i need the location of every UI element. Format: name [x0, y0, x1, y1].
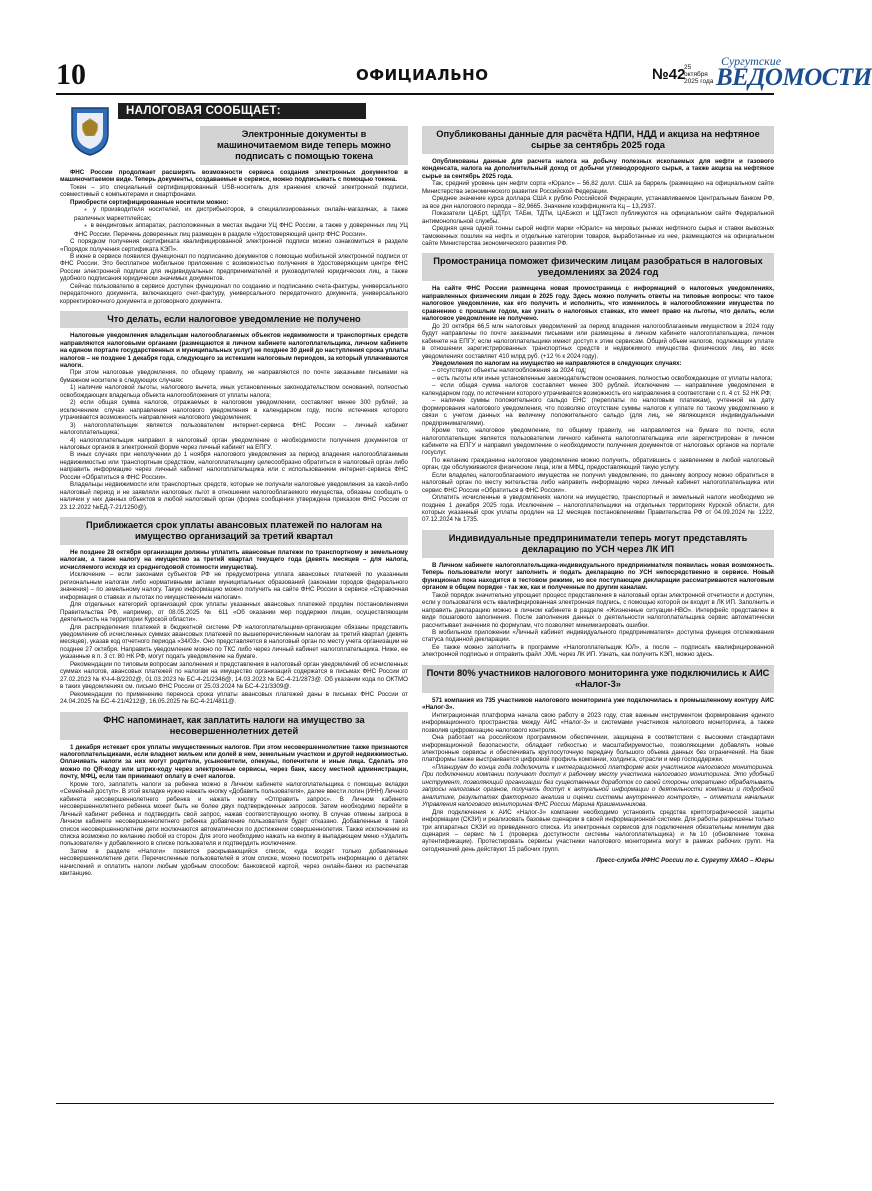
lead-paragraph: В Личном кабинете налогоплательщика-индивидуального предпринимателя появилась новая возможность. Теперь пользователи могут заполнить и подать декларацию по УСН непосредственно в сервисе. Новый функционал пока находится в тестовом режиме, но все поступающие декларации рассматриваются налоговым органом в общем порядке - так же, как и полученные по другим каналам. — [422, 561, 774, 592]
article-title: Приближается срок уплаты авансовых платежей по налогам на имущество организаций за третий квартал — [60, 517, 408, 545]
masthead — [56, 54, 872, 92]
paragraph: Такой порядок значительно упрощает процесс представления в налоговый орган электронной отчетности и доступен, если у пользователя есть квалифицированная электронная подпись, с помощью которой он входит в ЛК ИП. Заполнить и направить декларацию можно в личном кабинете в разделе «Жизненные ситуации-НВО». Интерфейс представлен в виде пошагового заполнения. После заполнения данных о деятельности налогоплательщика сервис автоматически рассчитывает значения по формулам, что позволяет минимизировать ошибки. — [422, 591, 774, 629]
article-title: Индивидуальные предприниматели теперь могут представлять декларацию по УСН через ЛК ИП — [422, 530, 774, 558]
top-rule — [56, 93, 774, 95]
paragraph: В мобильном приложении «Личный кабинет индивидуального предпринимателя» доступна функция отслеживания статуса поданной декларации. — [422, 629, 774, 644]
list-item: 2) если общая сумма налогов, отражаемых в налоговом уведомлении, составляет менее 300 рублей, за исключением случая направления налогового уведомления в календарном году, после истечения которого утрачивается возможность направления налогового уведомления; — [60, 399, 408, 422]
list-item: ● в вендинговых аппаратах, расположенных в местах выдачи УЦ ФНС России, а также у доверенных лиц УЦ ФНС России. Перечень доверенных лиц размещен в разделе «Удостоверяющий центр ФНС России». — [60, 222, 408, 238]
list-item: 1) наличие налоговой льготы, налогового вычета, иных установленных законодательством оснований, полностью освобождающих владельца объекта налогообложения от уплаты налога; — [60, 384, 408, 399]
paragraph: Она работает на российском программном обеспечении, защищена в соответствии с высокими стандартами информационной безопасности, обладает гибкостью и масштабируемостью, позволяющими добавлять новые электронные сервисы и обеспечивать круглосуточную передачу большого объема данных без ограничений. На базе платформы также выстраивается цифровой профиль компании, холдинга, отрасли и мер господдержки. — [422, 734, 774, 764]
paragraph: Исключение – если законами субъектов РФ не предусмотрена уплата авансовых платежей по указанным региональным налогам либо нормативными актами муниципальных образований (законами городов федерального значения) – по земельному налогу. Такую информацию можно получить на сайте ФНС России в сервисе «Справочная информация о ставках и льготах по имущественным налогам». — [60, 571, 408, 601]
paragraph: Сейчас пользователю в сервисе доступен функционал по созданию и подписанию счета-фактуры, универсального передаточного документа, включающего счет-фактуру, универсального передаточного документа, универсального корректировочного документа и договорного документа. — [60, 282, 408, 305]
paragraph: Рекомендации по применению переноса срока уплаты авансовых платежей даны в письмах ФНС России от 24.04.2025 № БС-4-21/4212@, 16.05.2025 № БС-4-21/4811@. — [60, 690, 408, 706]
paragraph: До 20 октября 66,5 млн налоговых уведомлений за период владения налогооблагаемым имуществом в 2024 году будут направлены по почте заказными письмами или размещены в личном кабинете налогоплательщика, личном кабинете на ЕПГУ, если налогоплательщики имеют доступ к этим сервисам. Общий объем налогов, подлежащих уплате в отношении зарегистрированных транспортных средств и недвижимого имущества физических лиц, во всех уведомлениях составляет 410 млрд руб. (+12 % к 2024 году). — [422, 322, 774, 360]
section-title: ОФИЦИАЛЬНО — [356, 66, 489, 84]
paragraph: Для отдельных категорий организаций срок уплаты указанных авансовых платежей продлен постановлениями Правительства РФ, например, от 08.05.2025 № 611 «Об оказании мер поддержки лицам, осуществляющим деятельность на территории Курской области». — [60, 601, 408, 624]
lead-paragraph: ФНС России продолжает расширять возможности сервиса создания электронных документов в машиночитаемом виде. Теперь документы, создаваемые в сервисе, можно подписывать с помощью токена. — [60, 169, 408, 184]
paragraph: Кроме того, налоговое уведомление, по общему правилу, не направляется на бумаге по почте, если налогоплательщик является пользователем личного кабинета налогоплательщика или зарегистрирован в личном кабинете на ЕПГУ и направил уведомление о необходимости получения документов от налоговых органов на портале госуслуг. — [422, 427, 774, 457]
issue-number: №42 — [652, 66, 686, 83]
newspaper-logo-top: Сургутские — [721, 54, 782, 68]
article-title: Опубликованы данные для расчёта НДПИ, НДД и акциза на нефтяное сырье за сентябрь 2025 года — [422, 126, 774, 154]
list-item: – есть льготы или иные установленные законодательством основания, полностью освобождающие от уплаты налога; — [432, 374, 773, 382]
article-title: ФНС напоминает, как заплатить налоги на имущество за несовершеннолетних детей — [60, 712, 408, 740]
lead-paragraph: Опубликованы данные для расчета налога на добычу полезных ископаемых для нефти и газового конденсата, налога на дополнительный доход от добычи углеводородного сырья, а также акциза на нефтяное сырье за сентябрь 2025 года. — [422, 158, 774, 180]
section-banner: НАЛОГОВАЯ СООБЩАЕТ: — [118, 103, 366, 119]
paragraph: Среднее значение курса доллара США к рублю Российской Федерации, устанавливаемое Центральным банком РФ, за все дни налогового периода – 82,9665. Значение коэффициента Кц – 13,2937. — [422, 195, 774, 210]
article-title: Электронные документы в машиночитаемом виде теперь можно подписать с помощью токена — [200, 126, 408, 165]
article-title: Почти 80% участников налогового мониторинга уже подключились к АИС «Налог-3» — [422, 665, 774, 693]
paragraph: Ее также можно заполнить в программе «Налогоплательщик ЮЛ», а после – подписать квалифицированной электронной подписью и отправить файл .XML через ЛК ИП. Узнать, как получить КЭП, можно здесь. — [422, 643, 774, 659]
list-item: 3) налогоплательщик является пользователем интернет-сервиса ФНС России – личный кабинет налогоплательщика; — [60, 421, 408, 437]
right-column — [422, 126, 774, 865]
signature: Пресс-служба ИФНС России по г. Сургуту ХМАО – Югры — [596, 857, 774, 865]
article-title: Что делать, если налоговое уведомление не получено — [60, 311, 408, 328]
lead-paragraph: Не позднее 28 октября организации должны уплатить авансовые платежи по транспортному и земельному налогам, а также налогу на имущество за третий квартал текущего года (девять месяцев – для налога, исчисляемого исходя из среднегодовой стоимости имущества). — [60, 549, 408, 571]
paragraph: Оплатить исчисленные в уведомлениях налоги на имущество, транспортный и земельный налоги необходимо не позднее 1 декабря 2025 года. Исключение – налогоплательщики на отдельных территориях Курской области, для которых указанный срок уплаты продлен на 12 месяцев постановлениями Правительства РФ от 04.09.2024 № 1222, 07.12.2024 № 1735. — [422, 494, 774, 524]
paragraph: По желанию гражданина налоговое уведомление можно получить, обратившись с заявлением в любой налоговый орган, где обслуживаются физические лица, или в МФЦ, предоставляющий такую услугу. — [422, 456, 774, 472]
issue-date: 25 октября 2025 года — [684, 64, 714, 85]
lead-paragraph: На сайте ФНС России размещена новая промостраница с информацией о налоговых уведомлениях, направленных физическим лицам в 2025 году. Здесь можно получить ответы на типовые вопросы: что такое налоговое уведомление, как его получить и исполнить, что изменилось в налогообложении имущества по сравнению с прошлым годом, как узнать о налоговых ставках, кто имеет право на льготы, что делать, если налоговое уведомление не получено. — [422, 285, 774, 323]
paragraph: Уведомления по налогам на имущество не направляются в следующих случаях: — [432, 359, 682, 367]
paragraph: Владельцы недвижимости или транспортных средств, которые не получали налоговые уведомления за какой-либо налоговый период и не заявляли налоговых льгот в отношении налогооблагаемого имущества, обязаны сообщать о наличии у них данных объектов в любой налоговый орган (форма сообщения утверждена приказом ФНС России от 23.12.2022 №ЕД-7-21/1250@). — [60, 481, 408, 511]
list-item: ● у производителя носителей, их дистрибьюторов, в специализированных онлайн-магазинах, а также различных маркетплейсах; — [60, 206, 408, 222]
paragraph: Если владелец налогооблагаемого имущества не получил уведомление, по данному вопросу можно обратиться в налоговый орган по месту жительства либо направить информацию через личный кабинет налогоплательщика или сервис ФНС России «Обратиться в ФНС России». — [422, 471, 774, 494]
paragraph: Так, средний уровень цен нефти сорта «Юралс» – 56,82 долл. США за баррель (размещено на официальном сайте Министерства экономического развития Российской Федерации. — [422, 180, 774, 195]
list-item: – если общая сумма налогов составляет менее 300 рублей. Исключение — направление уведомления в календарном году, по истечении которого утрачивается возможность его направления в соответствии с п. 4 ст. 52 НК РФ; — [422, 382, 774, 397]
left-column — [60, 126, 408, 878]
paragraph: Рекомендации по типовым вопросам заполнения и представления в налоговый орган уведомлений об исчисленных суммах налогов, авансовых платежей по налогам на имущество организаций содержатся в письмах ФНС России от 27.02.2023 № КЧ-4-8/2202@, 01.03.2023 № БС-4-21/2346@, 14.03.2023 № БС-4-21/2873@. Об указании кода по ОКТМО в таких уведомлениях см. письмо ФНС России от 25.03.2024 № БС-4-21/3309@. — [60, 660, 408, 691]
lead-paragraph: 1 декабря истекает срок уплаты имущественных налогов. При этом несовершеннолетние также признаются налогоплательщиками, если владеют жильем или долей в нем, земельным участком и другой недвижимостью. Оплачивать налоги за них могут родители, усыновители, опекуны, попечители и иные лица. Сделать это можно по QR-коду или штрих-коду через электронные сервисы, через банк, кассу местной администрации, почту, МФЦ, если там принимают оплату в счет налогов. — [60, 743, 408, 781]
paragraph: Средняя цена одной тонны сырой нефти марки «Юралс» на мировых рынках нефтяного сырья и ставки вывозных таможенных пошлин на нефть и отдельные категории товаров, выработанные из нее, размещаются на официальном сайте Министерства экономического развития РФ. — [422, 225, 774, 247]
page-number: 10 — [56, 58, 86, 91]
list-item: – отсутствуют объекты налогообложения за 2024 год; — [432, 367, 587, 375]
article-title: Промостраница поможет физическим лицам разобраться в налоговых уведомлениях за 2024 год — [422, 253, 774, 281]
bottom-rule — [56, 1103, 774, 1104]
list-item: 4) налогоплательщик направил в налоговый орган уведомление о необходимости получения документов от налоговых органов в электронной форме через личный кабинет на ЕПГУ. — [60, 436, 408, 451]
paragraph: Показатели ЦАБрт, ЦДТрт, ТАБм, ТДТм, ЦАБэксп и ЦДТэксп публикуются на официальном сайте Федеральной антимонопольной службы. — [422, 210, 774, 225]
paragraph: При этом налоговые уведомления, по общему правилу, не направляются по почте заказными письмами на бумажном носителе в следующих случаях: — [60, 369, 408, 384]
list-item: – наличие суммы положительного сальдо ЕНС (переплаты по налоговым платежам), учтенной на дату формирования налогового уведомления, что позволяю отсутствие суммы налогов к уплате по такому уведомлению в связи с учетом данных на величину положительного сальдо (для лиц, не являющихся индивидуальными предпринимателями). — [422, 397, 774, 427]
paragraph: Для распределения платежей в бюджетной системе РФ налогоплательщики-организации обязаны представить уведомление об исчисленных суммах авансовых платежей по вышеперечисленным налогам за третий квартал (девять месяцев), указав код отчетного периода «34/03». Оно представляется в налоговый орган по месту учета организации не позднее 27 октября. Направить уведомление можно по ТКС либо через личный кабинет налогоплательщика. Ниже, ее указанные в п. 3 ст. 80 НК РФ, могут подать уведомление на бумаге. — [60, 623, 408, 661]
paragraph: Интеграционная платформа начала свою работу в 2023 году, став важным инструментом формирования единого информационного пространства между АИС «Налог-3» и системами участников налогового мониторинга, а также позволив цифровизацию налогового контроля. — [422, 711, 774, 734]
paragraph: Токен – это специальный сертифицированный USB-носитель для хранения ключей электронной подписи, совместимый с компьютерами и смартфонами. — [60, 183, 408, 199]
quote-paragraph: «Планируем до конца года подключить к интеграционной платформе всех участников налогового мониторинга. При подключении компании получают доступ к рабочему месту участника налогового мониторинга. Это удобный инструмент, позволяющий организации без существенных доработок со своей стороны оперативно обрабатывать запросы налоговых органов, получать доступ к актуальной информации о деятельности компании и подробной аналитике, результатах факторного анализа и оценки системы внутреннего контроля», – отметила начальник Управления налогового мониторинга ФНС России Марина Крашенинникова. — [422, 763, 774, 809]
lead-paragraph: Налоговые уведомления владельцам налогооблагаемых объектов недвижимости и транспортных средств направляются налоговыми органами (размещаются в личном кабинете налогоплательщика, личном кабинете на едином портале государственных и муниципальных услуг) не позднее 30 дней до наступления срока уплаты налогов – не позднее 1 декабря года, следующего за истекшим налоговым периодом, за который уплачиваются налоги. — [60, 332, 408, 369]
paragraph: С порядком получения сертификата квалифицированной электронной подписи можно ознакомиться в разделе «Порядок получения сертификата КЭП». — [60, 238, 408, 253]
paragraph: Кроме того, заплатить налоги за ребенка можно в Личном кабинете налогоплательщика с помощью вкладки «Семейный доступ». В этой вкладке нужно нажать кнопку «Добавить пользователя», далее ввести логин (ИНН) Личного кабинета несовершеннолетнего ребенка и нажать кнопку «Отправить запрос». В Личном кабинете несовершеннолетнего ребенка может быть не более двух подтвержденных запросов. Затем необходимо перейти в Личный кабинет ребенка и подтвердить свой запрос, нажав соответствующую кнопку. В случае отмены запроса в Личном кабинете несовершеннолетнего ребенка добавление пользователя будет отказано. Добавленные в такой список несовершеннолетние дети исключаются автоматически по достижении совершеннолетия. Также исключение из списка возможно по желанию любой из сторон. Для этого необходимо нажать на кнопку в выпадающем меню «Удалить пользователя» у добавленного в списке пользователя и подтвердить исключение. — [60, 780, 408, 848]
paragraph: Для подключения к АИС «Налог-3» компании необходимо установить средства криптографической защиты информации (СКЗИ) и реализовать базовые сценарии в своей информационной системе. Для работы разрешены только три аппаратных СКЗИ из приведенного списка. Из электронных сервисов для подключения обязательны минимум два сценария – сервис №1 (проверка доступности системы налогоплательщика) и №10 (обновление токена аутентификации). Протестировать сервисы участники налогового мониторинга могут в рамках рабочих групп. На сегодняшний день действуют 15 рабочих групп. — [422, 808, 774, 853]
paragraph: Затем в разделе «Налоги» появится раскрывающийся список, куда входят только добавленные несовершеннолетние дети. Перечисленные пользователей в этом списке, можно посмотреть информацию о деталях начислений и оплатить налоги любым удобным способом: банковской картой, через онлайн-банки из распечатав квитанцию. — [60, 847, 408, 878]
paragraph: В иных случаях при неполучении до 1 ноября налогового уведомления за период владения налогооблагаемым недвижимостью или транспортным средством, налогоплательщику целесообразно обратиться в налоговый орган либо направить информацию через личный кабинет налогоплательщика или с использованием интернет-сервиса ФНС России «Обратиться в ФНС России». — [60, 451, 408, 481]
paragraph: Приобрести сертифицированные носители можно: — [70, 198, 229, 206]
newspaper-logo: ВЕДОМОСТИ — [716, 64, 872, 91]
paragraph: В июне в сервисе появился функционал по подписанию документов с помощью мобильной электронной подписи от ФНС России. Это бесплатное мобильное приложение с возможностью получения в Удостоверяющем центре ФНС России электронной подписи для индивидуальных предпринимателей и руководителей юридических лиц, а также удобного подписания юридически значимых документов. — [60, 252, 408, 283]
lead-paragraph: 571 компания из 735 участников налогового мониторинга уже подключилась к промышленному контуру АИС «Налог-3». — [422, 696, 774, 712]
